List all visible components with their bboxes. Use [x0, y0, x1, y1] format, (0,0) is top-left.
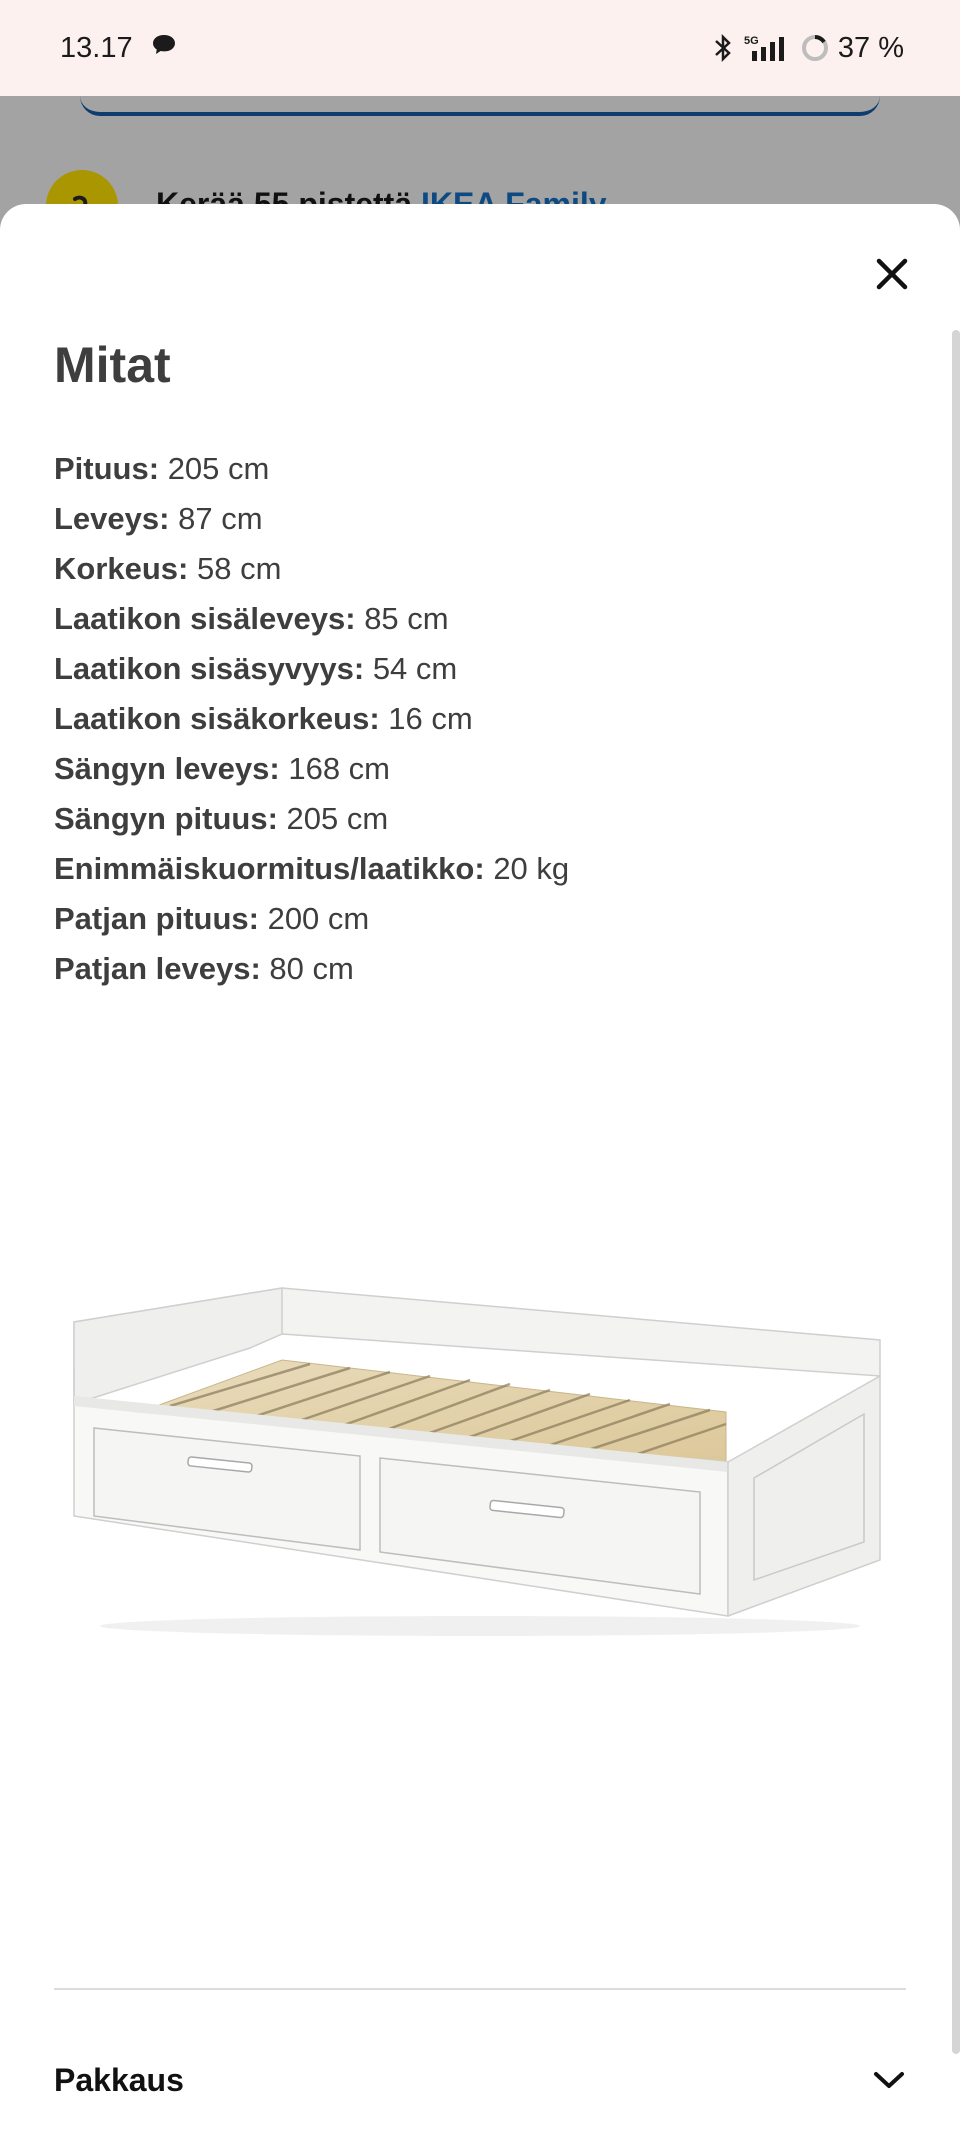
spec-length — [54, 444, 914, 494]
spec-drawer-inner-depth — [54, 644, 914, 694]
spec-label: Patjan leveys: — [54, 951, 261, 986]
spec-value: 205 cm — [167, 451, 270, 486]
spec-label: Patjan pituus: — [54, 901, 259, 936]
background-button-edge — [80, 96, 880, 116]
spec-value: 54 cm — [372, 651, 458, 686]
chevron-down-icon — [872, 2069, 906, 2091]
spec-label: Laatikon sisäsyvyys: — [54, 651, 365, 686]
spec-label: Laatikon sisäkorkeus: — [54, 701, 380, 736]
spec-value: 16 cm — [388, 701, 473, 736]
spec-label: Korkeus: — [54, 551, 189, 586]
chat-notification-icon — [151, 32, 177, 65]
dimensions-list — [54, 444, 914, 994]
scrollbar[interactable] — [952, 330, 960, 2054]
spec-max-load-per-drawer — [54, 844, 914, 894]
spec-value: 205 cm — [286, 801, 389, 836]
spec-mattress-length — [54, 894, 914, 944]
background-page — [0, 96, 960, 216]
spec-label: Pituus: — [54, 451, 160, 486]
status-bar — [0, 0, 960, 96]
spec-label: Leveys: — [54, 501, 170, 536]
signal-icon — [742, 33, 792, 63]
battery-percent: 37 % — [837, 31, 904, 64]
svg-text:5G: 5G — [743, 35, 759, 47]
spec-value: 168 cm — [288, 751, 391, 786]
spec-drawer-inner-width — [54, 594, 914, 644]
spec-label: Sängyn leveys: — [54, 751, 280, 786]
spec-value: 20 kg — [493, 851, 570, 886]
status-time: 13.17 — [60, 31, 133, 64]
spec-drawer-inner-height — [54, 694, 914, 744]
close-button[interactable] — [864, 246, 920, 302]
spec-mattress-width — [54, 944, 914, 994]
spec-bed-width — [54, 744, 914, 794]
sheet-title: Mitat — [54, 337, 171, 393]
bluetooth-icon — [712, 33, 734, 63]
dimensions-sheet — [0, 204, 960, 2144]
spec-label: Laatikon sisäleveys: — [54, 601, 356, 636]
spec-value: 80 cm — [269, 951, 354, 986]
packaging-accordion[interactable] — [54, 2050, 906, 2110]
spec-value: 85 cm — [364, 601, 449, 636]
spec-value: 200 cm — [267, 901, 370, 936]
spec-width — [54, 494, 914, 544]
daybed-product-image — [60, 1264, 900, 1684]
spec-height — [54, 544, 914, 594]
battery-ring-icon — [800, 33, 830, 63]
spec-bed-length — [54, 794, 914, 844]
spec-value: 87 cm — [178, 501, 263, 536]
spec-label: Enimmäiskuormitus/laatikko: — [54, 851, 485, 886]
close-icon — [875, 257, 909, 291]
spec-label: Sängyn pituus: — [54, 801, 278, 836]
accordion-label: Pakkaus — [54, 2061, 184, 2098]
section-divider — [54, 1988, 906, 1990]
spec-value: 58 cm — [197, 551, 282, 586]
